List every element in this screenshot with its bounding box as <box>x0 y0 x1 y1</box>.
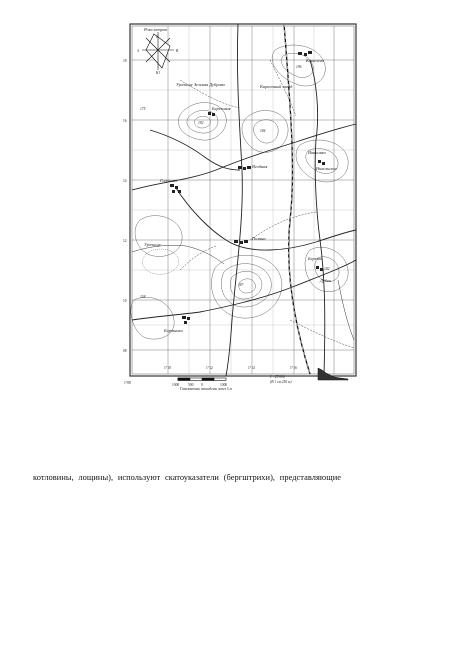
height-label: 196 <box>296 65 302 69</box>
place-label: Горохово <box>160 178 177 183</box>
height-label: 187 <box>238 283 244 287</box>
height-label: 192 <box>198 121 204 125</box>
compass-south: Ю <box>156 71 160 75</box>
grid-label-left: 10 <box>123 299 127 303</box>
place-label: Кирпичный завод <box>260 84 293 89</box>
scale-note: (В 1 см 250 м) <box>270 380 292 384</box>
map-frame <box>130 24 356 376</box>
contour-note: Горизонтали проведены через 5 м <box>180 387 232 390</box>
topographic-map-figure <box>120 20 370 390</box>
place-label: Никольское <box>316 166 338 171</box>
scale-number: 500 <box>188 383 194 387</box>
place-label: Поляна <box>252 236 266 241</box>
height-label: 184 <box>260 129 266 133</box>
scale-number: 1000 <box>220 383 228 387</box>
height-label: 182 <box>324 267 330 271</box>
place-label: Ягодная <box>252 164 268 169</box>
compass-north: С <box>156 35 159 39</box>
place-label: Березки <box>308 256 323 261</box>
compass-east: В <box>176 49 179 53</box>
place-label: Дубки <box>320 278 332 283</box>
grid-label-bottom: 1°12 <box>206 366 213 370</box>
compass-west: З <box>137 49 139 53</box>
place-label: Урочище Зеленая Дубрава <box>176 82 225 87</box>
place-label: Ивановка <box>308 150 326 155</box>
place-label: Урочище <box>144 242 161 247</box>
grid-label-left: 12 <box>123 239 127 243</box>
windrose-label: Роза ветров <box>144 27 167 32</box>
scale-bar <box>178 378 226 380</box>
height-label: 158 <box>140 295 146 299</box>
grid-label-bottom: 1°08 <box>124 381 131 385</box>
grid-label-bottom: 1°14 <box>248 366 255 370</box>
place-label: Кошелево <box>306 58 325 63</box>
grid-label-left: 16 <box>123 119 127 123</box>
grid-label-bottom: 1°10 <box>164 366 171 370</box>
grid-label-left: 14 <box>123 179 127 183</box>
grid-label-bottom: 1°16 <box>290 366 297 370</box>
body-text-line: котловины, лощины), используют скатоуказатели (бергштрихи), представляющие <box>33 473 342 482</box>
grid-label-left: 18 <box>123 59 127 63</box>
scale-number: 0 <box>201 383 203 387</box>
scale-ratio: 1 : 25 000 <box>270 375 285 379</box>
place-label: Березовая <box>212 106 231 111</box>
grid-label-left: 08 <box>123 349 127 353</box>
scale-number: 1000 <box>172 383 180 387</box>
height-label: 175 <box>140 107 146 111</box>
place-label: Бортники <box>164 328 183 333</box>
topographic-map <box>120 20 370 390</box>
